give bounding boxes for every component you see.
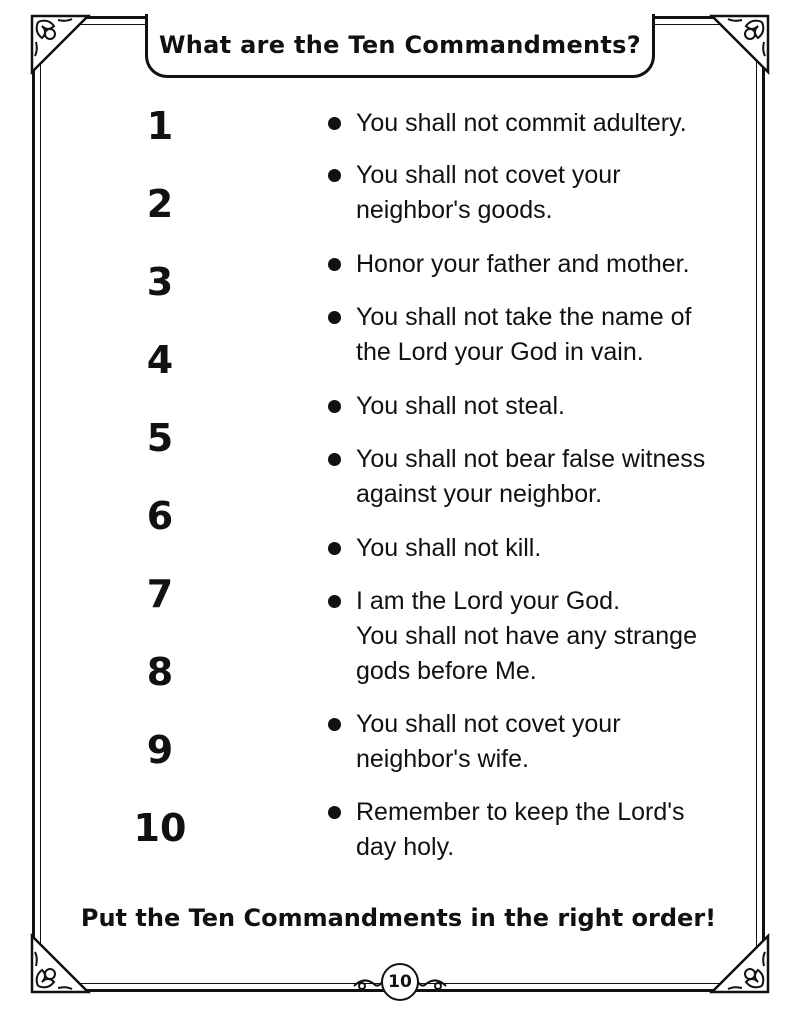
- bullet-icon: [328, 169, 341, 182]
- number-label: 6: [146, 494, 174, 538]
- commandment-text: Honor your father and mother.: [356, 250, 690, 278]
- bullet-icon: [328, 258, 341, 271]
- number-label: 10: [133, 806, 187, 850]
- commandment-text: You shall not take the name of the Lord your God in vain.: [356, 303, 692, 366]
- number-label: 9: [146, 728, 174, 772]
- title-tab: [145, 14, 655, 78]
- corner-ornament-bottom-left: [28, 932, 92, 996]
- list-item: [322, 389, 742, 424]
- number-label: 8: [146, 650, 174, 694]
- commandment-text: You shall not bear false witness against your neighbor.: [356, 445, 706, 508]
- list-item: [322, 707, 742, 777]
- number-label: 5: [146, 416, 174, 460]
- number-label: 1: [146, 104, 174, 148]
- bullet-icon: [328, 311, 341, 324]
- commandment-text: You shall not kill.: [356, 534, 542, 562]
- commandment-text: You shall not covet your neighbor's wife.: [356, 710, 621, 773]
- instruction-text: Put the Ten Commandments in the right order!: [80, 904, 717, 932]
- list-item: [322, 531, 742, 566]
- commandment-text: Remember to keep the Lord's day holy.: [356, 798, 685, 861]
- bullet-icon: [328, 718, 341, 731]
- list-item: [322, 247, 742, 282]
- page-number: 10: [381, 963, 419, 1001]
- bullet-icon: [328, 400, 341, 413]
- bullet-icon: [328, 595, 341, 608]
- list-item: [322, 795, 742, 865]
- list-item: [322, 300, 742, 370]
- corner-ornament-top-left: [28, 12, 92, 76]
- list-item: [322, 584, 742, 689]
- commandment-text: You shall not covet your neighbor's goods.: [356, 161, 621, 224]
- list-item: [322, 158, 742, 228]
- commandment-text: You shall not steal.: [356, 392, 565, 420]
- page-number-badge: [350, 960, 450, 1010]
- corner-ornament-bottom-right: [708, 932, 772, 996]
- number-label: 3: [146, 260, 174, 304]
- bullet-icon: [328, 542, 341, 555]
- corner-ornament-top-right: [708, 12, 772, 76]
- list-item: [322, 106, 742, 141]
- bullet-icon: [328, 806, 341, 819]
- bullet-icon: [328, 117, 341, 130]
- list-item: [322, 442, 742, 512]
- number-label: 4: [146, 338, 174, 382]
- number-label: 2: [146, 182, 174, 226]
- number-label: 7: [146, 572, 174, 616]
- commandment-text: I am the Lord your God. You shall not have any strange gods before Me.: [356, 587, 697, 685]
- page-title: What are the Ten Commandments?: [159, 30, 641, 59]
- commandment-text: You shall not commit adultery.: [356, 109, 687, 137]
- bullet-icon: [328, 453, 341, 466]
